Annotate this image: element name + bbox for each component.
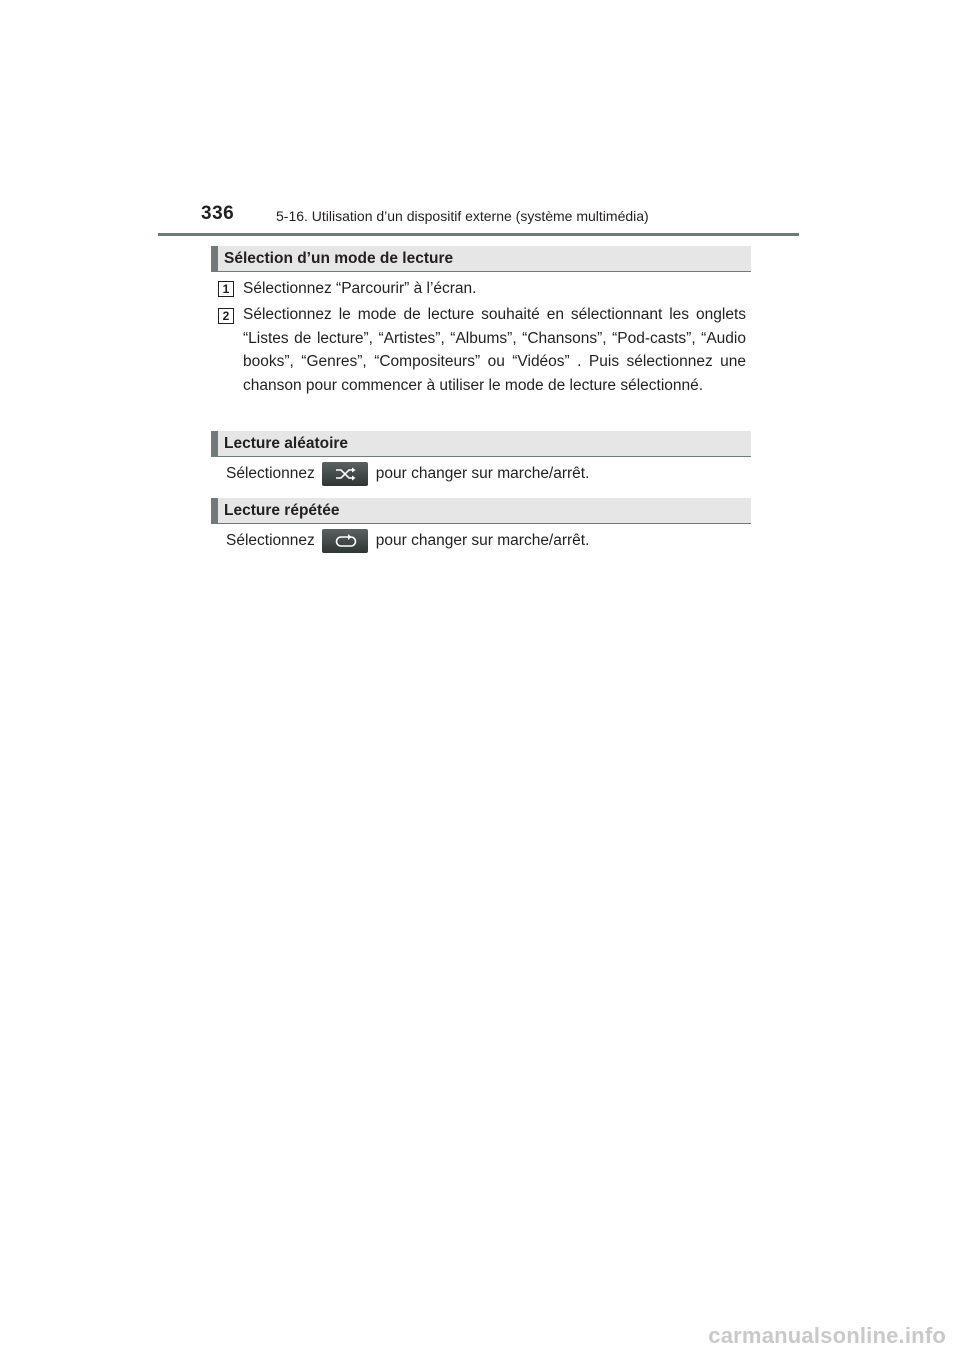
section-heading-shuffle	[211, 431, 751, 457]
instruction-prefix: Sélectionnez	[226, 465, 315, 482]
step-text-2: Sélectionnez le mode de lecture souhaité en sélectionnant les onglets “Listes de lecture”, “Artistes”, “Albums”, “Chansons”, “Pod-casts”, “Audio books”, “Genres”, “Compositeurs” ou “Vidéos” . Puis sélectionnez une chanson pour commencer à utiliser le mode de lecture sélectionné.	[243, 306, 746, 394]
shuffle-icon	[322, 462, 368, 486]
step-text-1: Sélectionnez “Parcourir” à l’écran.	[243, 280, 477, 297]
step-number-2: 2	[218, 308, 234, 324]
repeat-icon	[322, 529, 368, 553]
chapter-title: 5-16. Utilisation d’un dispositif externe (système multimédia)	[276, 208, 649, 224]
instruction-suffix: pour changer sur marche/arrêt.	[375, 532, 590, 549]
page-number: 336	[201, 203, 235, 224]
section-title: Sélection d’un mode de lecture	[224, 250, 454, 267]
header-divider	[158, 233, 799, 236]
section-title: Lecture aléatoire	[224, 435, 349, 452]
shuffle-instruction	[226, 461, 589, 487]
watermark: carmanualsonline.info	[708, 1323, 946, 1348]
repeat-instruction	[226, 528, 589, 554]
section-heading-mode	[211, 246, 751, 272]
section-heading-repeat	[211, 498, 751, 524]
instruction-suffix: pour changer sur marche/arrêt.	[375, 465, 590, 482]
section-title: Lecture répétée	[224, 502, 340, 519]
step-number-1: 1	[218, 281, 234, 297]
instruction-prefix: Sélectionnez	[226, 532, 315, 549]
